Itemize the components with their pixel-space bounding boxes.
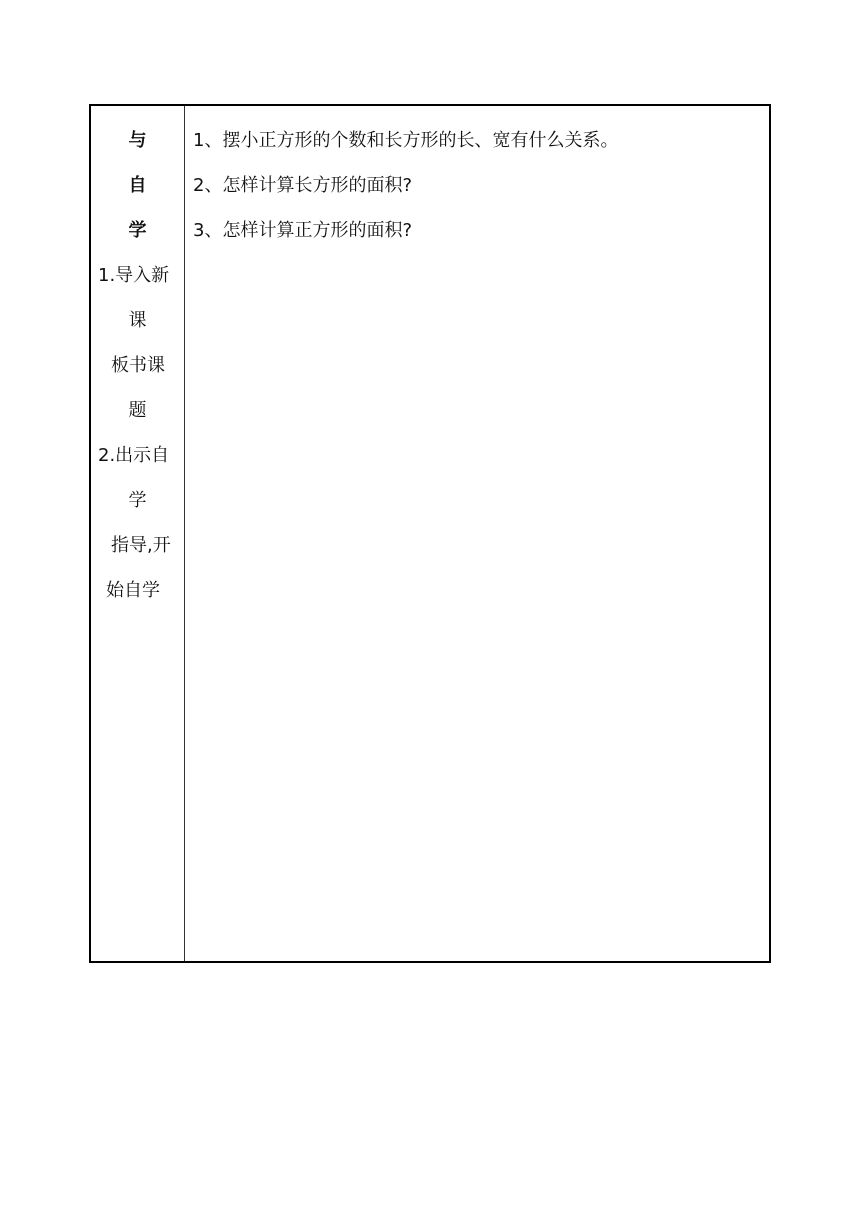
step-line-4: 题 <box>128 400 147 421</box>
step-line-5: 2.出示自 <box>98 445 170 466</box>
step-line-6: 学 <box>128 490 147 511</box>
step-line-2: 课 <box>128 310 147 331</box>
step-line-8: 始自学 <box>106 580 160 601</box>
heading-char-3: 学 <box>128 220 147 241</box>
step-line-3: 板书课 <box>111 355 165 376</box>
right-column-cell <box>185 106 769 961</box>
left-column-cell <box>91 106 185 961</box>
question-1: 1、摆小正方形的个数和长方形的长、宽有什么关系。 <box>193 130 619 151</box>
question-2: 2、怎样计算长方形的面积? <box>193 175 413 196</box>
heading-char-2: 自 <box>128 175 147 196</box>
step-line-7: 指导,开 <box>111 535 171 556</box>
step-line-1: 1.导入新 <box>98 265 170 286</box>
lesson-table <box>89 104 771 963</box>
question-3: 3、怎样计算正方形的面积? <box>193 220 413 241</box>
heading-char-1: 与 <box>128 130 147 151</box>
